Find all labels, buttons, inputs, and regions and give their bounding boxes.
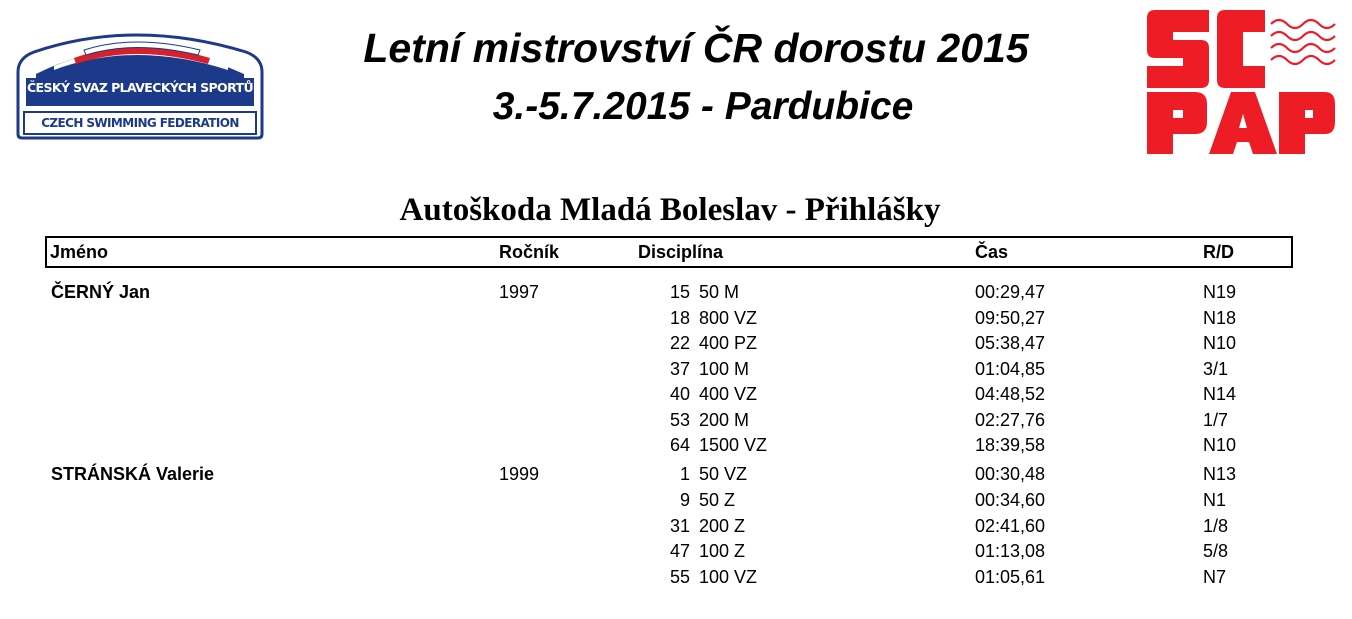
- event-rd: 1/8: [1203, 515, 1229, 536]
- table-row: [0, 488, 1352, 514]
- header-discipline: Disciplína: [638, 242, 724, 262]
- event-number: 9: [679, 489, 690, 510]
- event-rd: N1: [1203, 489, 1227, 510]
- event-time: 09:50,27: [975, 307, 1046, 328]
- swimmer-name: ČERNÝ Jan: [51, 282, 151, 302]
- event-discipline: 100 M: [699, 358, 750, 379]
- event-rd: N18: [1203, 307, 1237, 328]
- event-number: 1: [679, 464, 690, 484]
- table-row: [0, 462, 1352, 488]
- event-discipline: 1500 VZ: [699, 435, 768, 455]
- event-time: 00:30,48: [975, 464, 1046, 484]
- header-year: Ročník: [499, 242, 560, 262]
- federation-name-czech: ČESKÝ SVAZ PLAVECKÝCH SPORTŮ: [26, 80, 254, 95]
- event-discipline: 200 Z: [699, 515, 746, 536]
- table-row: [0, 382, 1352, 408]
- swimmer-year: 1997: [499, 282, 540, 302]
- event-discipline: 800 VZ: [699, 307, 758, 328]
- event-time: 00:34,60: [975, 489, 1046, 510]
- page-title: Letní mistrovství ČR dorostu 2015: [363, 25, 1029, 71]
- event-number: 31: [669, 515, 690, 536]
- table-row: [0, 565, 1352, 591]
- sc-pap-emblem-icon: [1147, 10, 1337, 156]
- event-rd: N10: [1203, 435, 1237, 455]
- event-number: 15: [669, 282, 690, 302]
- event-rd: 5/8: [1203, 541, 1229, 562]
- event-number: 40: [669, 384, 690, 404]
- event-number: 55: [669, 567, 690, 587]
- table-row: [0, 280, 1352, 306]
- event-discipline: 50 Z: [699, 489, 736, 510]
- event-time: 18:39,58: [975, 435, 1046, 455]
- federation-name-english: CZECH SWIMMING FEDERATION: [41, 116, 239, 130]
- event-discipline: 50 VZ: [699, 464, 748, 484]
- event-rd: N10: [1203, 333, 1237, 353]
- event-time: 01:05,61: [975, 567, 1046, 587]
- event-discipline: 400 VZ: [699, 384, 758, 404]
- header-time: Čas: [975, 242, 1009, 262]
- event-time: 04:48,52: [975, 384, 1046, 404]
- event-time: 01:04,85: [975, 358, 1046, 379]
- event-number: 53: [669, 409, 690, 430]
- event-number: 64: [669, 435, 690, 455]
- table-row: [0, 433, 1352, 459]
- swimmer-name: STRÁNSKÁ Valerie: [51, 464, 215, 484]
- event-rd: N14: [1203, 384, 1237, 404]
- event-time: 00:29,47: [975, 282, 1046, 302]
- table-row: [0, 408, 1352, 434]
- czech-swimming-federation-logo: [14, 28, 266, 140]
- event-rd: N7: [1203, 567, 1227, 587]
- event-number: 22: [669, 333, 690, 353]
- event-discipline: 100 Z: [699, 541, 746, 562]
- header-name: Jméno: [50, 242, 109, 262]
- table-row: [0, 539, 1352, 565]
- table-row: [0, 306, 1352, 332]
- event-discipline: 400 PZ: [699, 333, 758, 353]
- event-time: 02:27,76: [975, 409, 1046, 430]
- event-rd: 1/7: [1203, 409, 1229, 430]
- header-rd: R/D: [1203, 242, 1234, 262]
- event-number: 37: [669, 358, 690, 379]
- event-number: 47: [669, 541, 690, 562]
- event-discipline: 100 VZ: [699, 567, 758, 587]
- sc-pap-logo: [1147, 10, 1337, 156]
- event-discipline: 200 M: [699, 409, 750, 430]
- table-row: [0, 357, 1352, 383]
- event-time: 01:13,08: [975, 541, 1046, 562]
- event-rd: 3/1: [1203, 358, 1229, 379]
- swimmer-year: 1999: [499, 464, 540, 484]
- event-number: 18: [669, 307, 690, 328]
- event-discipline: 50 M: [699, 282, 740, 302]
- event-time: 02:41,60: [975, 515, 1046, 536]
- event-time: 05:38,47: [975, 333, 1046, 353]
- page-subtitle: 3.-5.7.2015 - Pardubice: [492, 85, 914, 128]
- event-rd: N19: [1203, 282, 1237, 302]
- table-row: [0, 331, 1352, 357]
- club-heading: Autoškoda Mladá Boleslav - Přihlášky: [399, 192, 941, 228]
- event-rd: N13: [1203, 464, 1237, 484]
- table-row: [0, 514, 1352, 540]
